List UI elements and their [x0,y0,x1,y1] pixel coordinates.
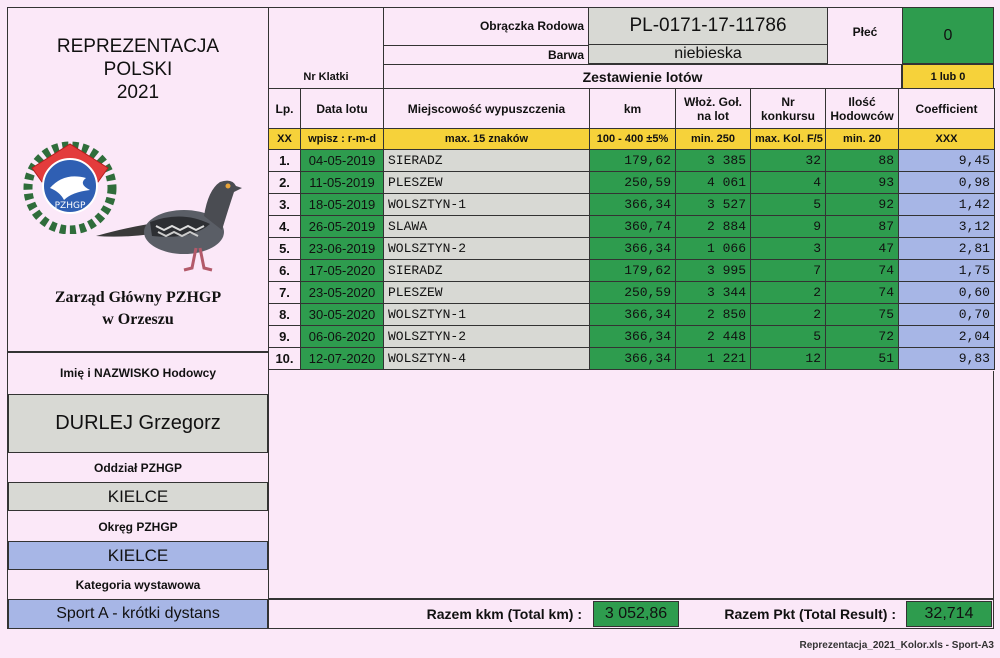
table-row [269,172,995,194]
flight-km: 366,34 [590,326,676,348]
breeder-name-label: Imię i NAZWISKO Hodowcy [59,366,216,380]
flight-birds: 4 061 [676,172,751,194]
flight-lp: 7. [269,282,301,304]
flight-place: SIERADZ [384,260,590,282]
flight-date: 06-06-2020 [301,326,384,348]
flight-date: 12-07-2020 [301,348,384,370]
category-value: Sport A - krótki dystans [8,599,268,629]
flight-breeders: 93 [826,172,899,194]
org-name [7,285,269,333]
col-header-birds: Włoż. Goł. na lot [676,89,751,129]
cage-label: Nr Klatki [303,71,349,83]
title-line-3: 2021 [116,81,160,103]
table-row [269,150,995,172]
flight-birds: 2 448 [676,326,751,348]
flight-contest: 2 [751,282,826,304]
flight-coef: 9,45 [899,150,995,172]
req-date: wpisz : r-m-d [301,129,384,150]
flight-date: 30-05-2020 [301,304,384,326]
flight-birds: 3 385 [676,150,751,172]
flights-table [268,88,995,370]
flight-breeders: 74 [826,260,899,282]
section-title: Zestawienie lotów [383,64,902,89]
flight-lp: 3. [269,194,301,216]
flight-contest: 5 [751,326,826,348]
flight-place: WOLSZTYN-1 [384,304,590,326]
col-header-date: Data lotu [301,89,384,129]
req-lp: XX [269,129,301,150]
page-title [7,33,269,105]
breeder-name-value: DURLEJ Grzegorz [8,394,268,453]
flight-birds: 3 527 [676,194,751,216]
district-value: KIELCE [8,541,268,570]
flight-date: 26-05-2019 [301,216,384,238]
flight-place: PLESZEW [384,282,590,304]
flight-lp: 2. [269,172,301,194]
flight-contest: 5 [751,194,826,216]
table-requirements-row [269,129,995,150]
req-breeders: min. 20 [826,129,899,150]
flight-breeders: 51 [826,348,899,370]
flight-date: 18-05-2019 [301,194,384,216]
color-value: niebieska [588,44,828,64]
district-label: Okręg PZHGP [98,519,178,534]
col-header-breeders: Ilość Hodowców [826,89,899,129]
req-birds: min. 250 [676,129,751,150]
title-line-1: REPREZENTACJA [56,35,220,57]
flight-lp: 4. [269,216,301,238]
flight-contest: 32 [751,150,826,172]
flight-coef: 2,04 [899,326,995,348]
flight-birds: 1 066 [676,238,751,260]
flight-place: WOLSZTYN-1 [384,194,590,216]
table-row [269,260,995,282]
flight-km: 360,74 [590,216,676,238]
flight-coef: 9,83 [899,348,995,370]
table-row [269,304,995,326]
table-row [269,348,995,370]
total-pkt-label: Razem Pkt (Total Result) : [724,606,896,622]
flight-breeders: 88 [826,150,899,172]
flight-lp: 10. [269,348,301,370]
table-row [269,238,995,260]
col-header-lp: Lp. [269,89,301,129]
flight-place: WOLSZTYN-2 [384,326,590,348]
table-row [269,194,995,216]
flight-date: 23-05-2020 [301,282,384,304]
col-header-coef: Coefficient [899,89,995,129]
flight-date: 23-06-2019 [301,238,384,260]
title-line-2: POLSKI [103,58,173,80]
branch-value: KIELCE [8,482,268,511]
req-place: max. 15 znaków [384,129,590,150]
flight-km: 366,34 [590,238,676,260]
flight-km: 179,62 [590,260,676,282]
flight-contest: 9 [751,216,826,238]
flight-place: WOLSZTYN-4 [384,348,590,370]
color-label: Barwa [384,45,588,64]
req-coef: XXX [899,129,995,150]
col-header-km: km [590,89,676,129]
flight-coef: 3,12 [899,216,995,238]
flight-coef: 1,75 [899,260,995,282]
table-header-row [269,89,995,129]
flight-lp: 6. [269,260,301,282]
flight-birds: 2 850 [676,304,751,326]
flight-coef: 2,81 [899,238,995,260]
total-pkt-value: 32,714 [906,601,992,627]
flight-lp: 1. [269,150,301,172]
req-km: 100 - 400 ±5% [590,129,676,150]
flight-place: SLAWA [384,216,590,238]
table-row [269,282,995,304]
flight-contest: 2 [751,304,826,326]
sex-hint: 1 lub 0 [902,64,994,89]
flight-km: 250,59 [590,282,676,304]
flight-contest: 7 [751,260,826,282]
flight-birds: 2 884 [676,216,751,238]
sex-label: Płeć [852,25,878,39]
flight-coef: 0,70 [899,304,995,326]
flight-km: 366,34 [590,194,676,216]
flight-km: 366,34 [590,348,676,370]
flight-contest: 4 [751,172,826,194]
flight-birds: 3 344 [676,282,751,304]
pigeon-image [92,170,242,278]
flight-km: 366,34 [590,304,676,326]
col-header-place: Miejscowość wypuszczenia [384,89,590,129]
total-km-value: 3 052,86 [593,601,679,627]
sex-value: 0 [902,7,994,64]
flight-place: PLESZEW [384,172,590,194]
flight-coef: 1,42 [899,194,995,216]
flight-birds: 3 995 [676,260,751,282]
svg-text:PZHGP: PZHGP [54,201,86,211]
empty-area [268,371,994,599]
flight-date: 11-05-2019 [301,172,384,194]
col-header-contest: Nr konkursu [751,89,826,129]
req-contest: max. Kol. F/5 [751,129,826,150]
flight-coef: 0,98 [899,172,995,194]
branch-label: Oddział PZHGP [93,461,182,475]
flight-place: WOLSZTYN-2 [384,238,590,260]
flight-km: 179,62 [590,150,676,172]
ring-value: PL-0171-17-11786 [588,7,828,45]
flight-contest: 12 [751,348,826,370]
flight-lp: 8. [269,304,301,326]
table-row [269,326,995,348]
flight-lp: 9. [269,326,301,348]
flight-breeders: 47 [826,238,899,260]
total-km-label: Razem kkm (Total km) : [426,606,582,622]
flight-lp: 5. [269,238,301,260]
org-line-2: w Orzeszu [102,311,174,328]
flight-breeders: 92 [826,194,899,216]
flight-breeders: 75 [826,304,899,326]
flight-birds: 1 221 [676,348,751,370]
flight-contest: 3 [751,238,826,260]
flight-breeders: 72 [826,326,899,348]
flight-breeders: 74 [826,282,899,304]
ring-label: Obrączka Rodowa [479,19,584,33]
flight-breeders: 87 [826,216,899,238]
footer-filename: Reprezentacja_2021_Kolor.xls - Sport-A3 [799,640,994,651]
flight-place: SIERADZ [384,150,590,172]
flight-coef: 0,60 [899,282,995,304]
flight-date: 17-05-2020 [301,260,384,282]
flight-km: 250,59 [590,172,676,194]
org-line-1: Zarząd Główny PZHGP [54,289,222,306]
flight-date: 04-05-2019 [301,150,384,172]
flight-rows [269,150,995,370]
category-label: Kategoria wystawowa [75,578,201,592]
table-row [269,216,995,238]
